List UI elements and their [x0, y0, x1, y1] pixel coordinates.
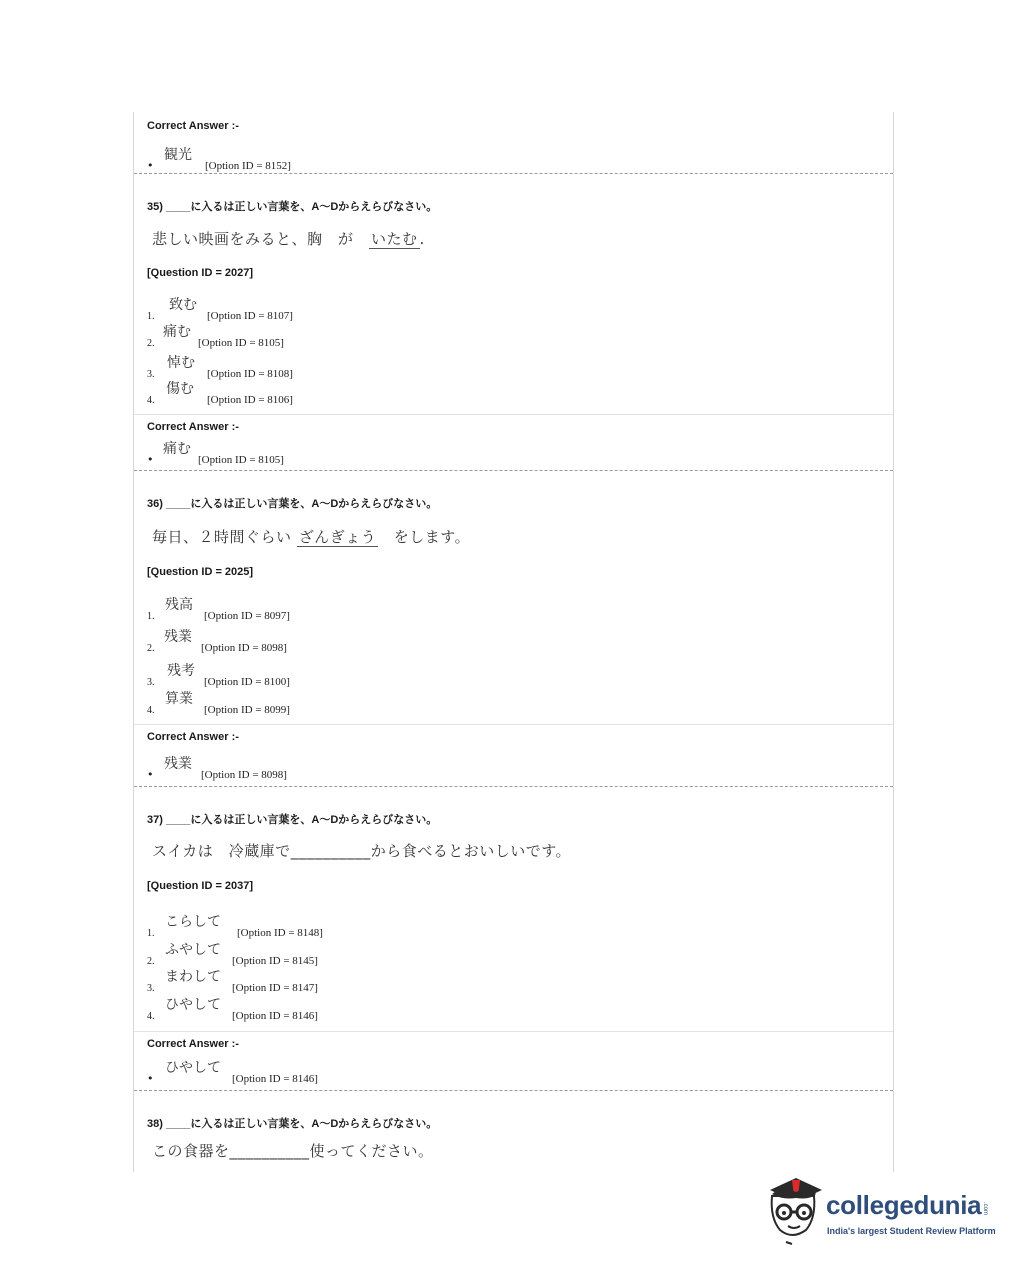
- q37-option-4[interactable]: 4. ひやして [Option ID = 8146]: [147, 997, 318, 1022]
- question-36-sentence: 毎日、２時間ぐらい ざんぎょう をします。: [152, 528, 471, 546]
- underlined-word: ざんぎょう: [298, 528, 377, 546]
- correct-answer-item: • 残業 [Option ID = 8098]: [147, 756, 287, 781]
- section-divider: [134, 1090, 893, 1091]
- q35-option-4[interactable]: 4. 傷む [Option ID = 8106]: [147, 381, 293, 406]
- question-37-sentence: スイカは 冷蔵庫で__________から食べるとおいしいです。: [152, 842, 572, 860]
- q36-option-2[interactable]: 2. 残業 [Option ID = 8098]: [147, 629, 287, 654]
- question-36-id: [Question ID = 2025]: [147, 566, 254, 578]
- q37-option-3[interactable]: 3. まわして [Option ID = 8147]: [147, 969, 318, 994]
- q35-option-3[interactable]: 3. 悼む [Option ID = 8108]: [147, 355, 293, 380]
- correct-answer-label: Correct Answer :-: [147, 120, 239, 132]
- answer-text: 観光: [164, 147, 192, 163]
- section-divider: [134, 470, 893, 471]
- brand-dotcom: .com: [982, 1202, 988, 1216]
- correct-answer-label: Correct Answer :-: [147, 731, 239, 743]
- section-divider: [134, 786, 893, 787]
- question-36-heading: 36) ____に入るは正しい言葉を、A～Dからえらびなさい。: [147, 498, 438, 510]
- q37-option-1[interactable]: 1. こらして [Option ID = 8148]: [147, 914, 323, 939]
- question-38-heading: 38) ____に入るは正しい言葉を、A～Dからえらびなさい。: [147, 1118, 438, 1130]
- row-divider: [134, 414, 893, 415]
- q36-option-1[interactable]: 1. 残高 [Option ID = 8097]: [147, 597, 290, 622]
- question-35-id: [Question ID = 2027]: [147, 267, 254, 279]
- question-37-id: [Question ID = 2037]: [147, 880, 254, 892]
- q35-option-1[interactable]: 1. 致む [Option ID = 8107]: [147, 297, 293, 322]
- question-paper-sheet: [133, 112, 894, 1172]
- correct-answer-item: • 痛む [Option ID = 8105]: [147, 441, 284, 466]
- underlined-word: いたむ: [371, 230, 418, 248]
- row-divider: [134, 724, 893, 725]
- answer-option-id: [Option ID = 8152]: [205, 160, 291, 172]
- brand-name: collegedunia: [826, 1190, 982, 1220]
- bullet-icon: •: [147, 159, 154, 172]
- correct-answer-item: [147, 146, 447, 172]
- q36-option-3[interactable]: 3. 残考 [Option ID = 8100]: [147, 663, 290, 688]
- question-37-heading: 37) ____に入るは正しい言葉を、A～Dからえらびなさい。: [147, 814, 438, 826]
- q35-option-2[interactable]: 2. 痛む [Option ID = 8105]: [147, 324, 284, 349]
- correct-answer-item: • ひやして [Option ID = 8146]: [147, 1060, 318, 1085]
- row-divider: [134, 1031, 893, 1032]
- section-divider: [134, 173, 893, 174]
- brand-tagline: India's largest Student Review Platform: [827, 1226, 996, 1236]
- mascot-icon: [762, 1178, 826, 1248]
- correct-answer-label: Correct Answer :-: [147, 421, 239, 433]
- q36-option-4[interactable]: 4. 算業 [Option ID = 8099]: [147, 691, 290, 716]
- question-38-sentence: この食器を__________使ってください。: [152, 1142, 434, 1160]
- bullet-icon: •: [147, 768, 154, 781]
- question-35-sentence: 悲しい映画をみると、胸 が いたむ .: [152, 230, 425, 248]
- question-35-heading: 35) ____に入るは正しい言葉を、A～Dからえらびなさい。: [147, 201, 438, 213]
- bullet-icon: •: [147, 1072, 154, 1085]
- correct-answer-label: Correct Answer :-: [147, 1038, 239, 1050]
- q37-option-2[interactable]: 2. ふやして [Option ID = 8145]: [147, 942, 318, 967]
- bullet-icon: •: [147, 453, 154, 466]
